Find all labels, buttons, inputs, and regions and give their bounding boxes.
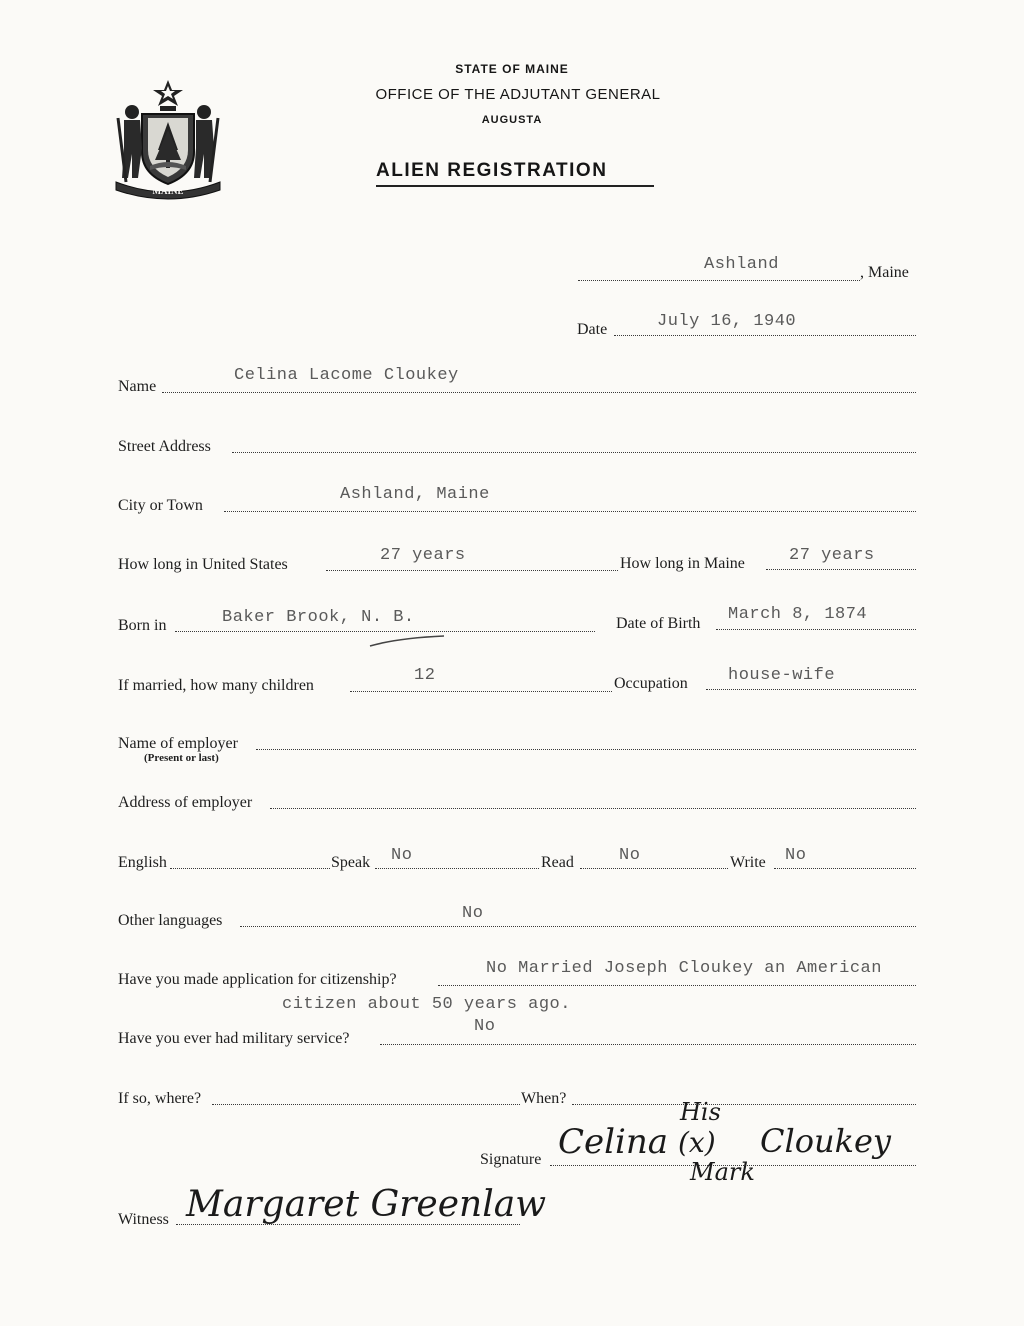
where-label: If so, where? xyxy=(118,1090,202,1107)
employer-address-line xyxy=(270,808,916,809)
city-value: Ashland, Maine xyxy=(340,485,490,504)
signature-last: Cloukey xyxy=(760,1122,891,1160)
street-address-line xyxy=(232,452,916,453)
occupation-value: house-wife xyxy=(728,666,836,685)
military-line xyxy=(380,1044,916,1045)
signature-his: His xyxy=(680,1098,721,1126)
signature-mark-x: (x) xyxy=(678,1126,716,1159)
born-in-label: Born in xyxy=(118,617,167,634)
other-languages-line xyxy=(240,926,916,927)
read-value: No xyxy=(619,846,641,865)
pen-stroke xyxy=(368,634,448,648)
occupation-line xyxy=(706,689,916,690)
read-line xyxy=(580,868,728,869)
signature-mark-word: Mark xyxy=(690,1158,755,1186)
witness-label: Witness xyxy=(118,1211,169,1228)
when-line xyxy=(572,1104,916,1105)
children-label: If married, how many children xyxy=(118,677,314,694)
speak-value: No xyxy=(391,846,413,865)
citizenship-line xyxy=(438,985,916,986)
office-heading: OFFICE OF THE ADJUTANT GENERAL xyxy=(375,86,661,103)
signature-label: Signature xyxy=(480,1151,542,1168)
years-us-label: How long in United States xyxy=(118,556,288,573)
signature-first: Celina xyxy=(558,1122,669,1162)
state-heading: STATE OF MAINE xyxy=(455,62,569,76)
date-line xyxy=(614,335,916,336)
street-address-label: Street Address xyxy=(118,438,211,455)
years-maine-value: 27 years xyxy=(789,546,875,565)
children-value: 12 xyxy=(414,666,436,685)
years-us-value: 27 years xyxy=(380,546,466,565)
citizenship-value: No Married Joseph Cloukey an American xyxy=(486,959,882,978)
title-underline xyxy=(376,185,654,187)
employer-address-label: Address of employer xyxy=(118,794,253,811)
city-heading: AUGUSTA xyxy=(481,114,543,126)
place-line xyxy=(578,280,860,281)
employer-line xyxy=(256,749,916,750)
citizenship-label: Have you made application for citizenship? xyxy=(118,971,397,988)
where-line xyxy=(212,1104,520,1105)
years-maine-label: How long in Maine xyxy=(620,555,745,572)
date-value: July 16, 1940 xyxy=(657,312,797,331)
other-languages-label: Other languages xyxy=(118,912,223,929)
dob-line xyxy=(716,629,916,630)
military-value: No xyxy=(474,1017,496,1036)
occupation-label: Occupation xyxy=(614,675,688,692)
years-maine-line xyxy=(766,569,916,570)
dob-label: Date of Birth xyxy=(616,615,701,632)
form-title: ALIEN REGISTRATION xyxy=(376,160,608,181)
write-label: Write xyxy=(730,854,766,871)
place-town-value: Ashland xyxy=(704,255,779,274)
military-label: Have you ever had military service? xyxy=(118,1030,350,1047)
witness-signature: Margaret Greenlaw xyxy=(186,1184,547,1225)
speak-line xyxy=(375,868,539,869)
citizenship-value-continued: citizen about 50 years ago. xyxy=(282,995,571,1014)
place-state-label: , Maine xyxy=(860,264,909,281)
read-label: Read xyxy=(541,854,574,871)
employer-label: Name of employer xyxy=(118,735,238,752)
city-label: City or Town xyxy=(118,497,203,514)
speak-label: Speak xyxy=(331,854,371,871)
english-line xyxy=(170,868,330,869)
employer-sublabel: (Present or last) xyxy=(144,752,219,764)
seal-motto: MAINE xyxy=(152,186,184,196)
dob-value: March 8, 1874 xyxy=(728,605,868,624)
date-label: Date xyxy=(577,321,608,338)
city-line xyxy=(224,511,916,512)
children-line xyxy=(350,691,612,692)
english-label: English xyxy=(118,854,167,871)
name-value: Celina Lacome Cloukey xyxy=(234,366,459,385)
born-in-value: Baker Brook, N. B. xyxy=(222,608,415,627)
write-line xyxy=(774,868,916,869)
years-us-line xyxy=(326,570,618,571)
when-label: When? xyxy=(521,1090,567,1107)
born-in-line xyxy=(175,631,595,632)
name-label: Name xyxy=(118,378,157,395)
other-languages-value: No xyxy=(462,904,484,923)
name-line xyxy=(162,392,916,393)
write-value: No xyxy=(785,846,807,865)
